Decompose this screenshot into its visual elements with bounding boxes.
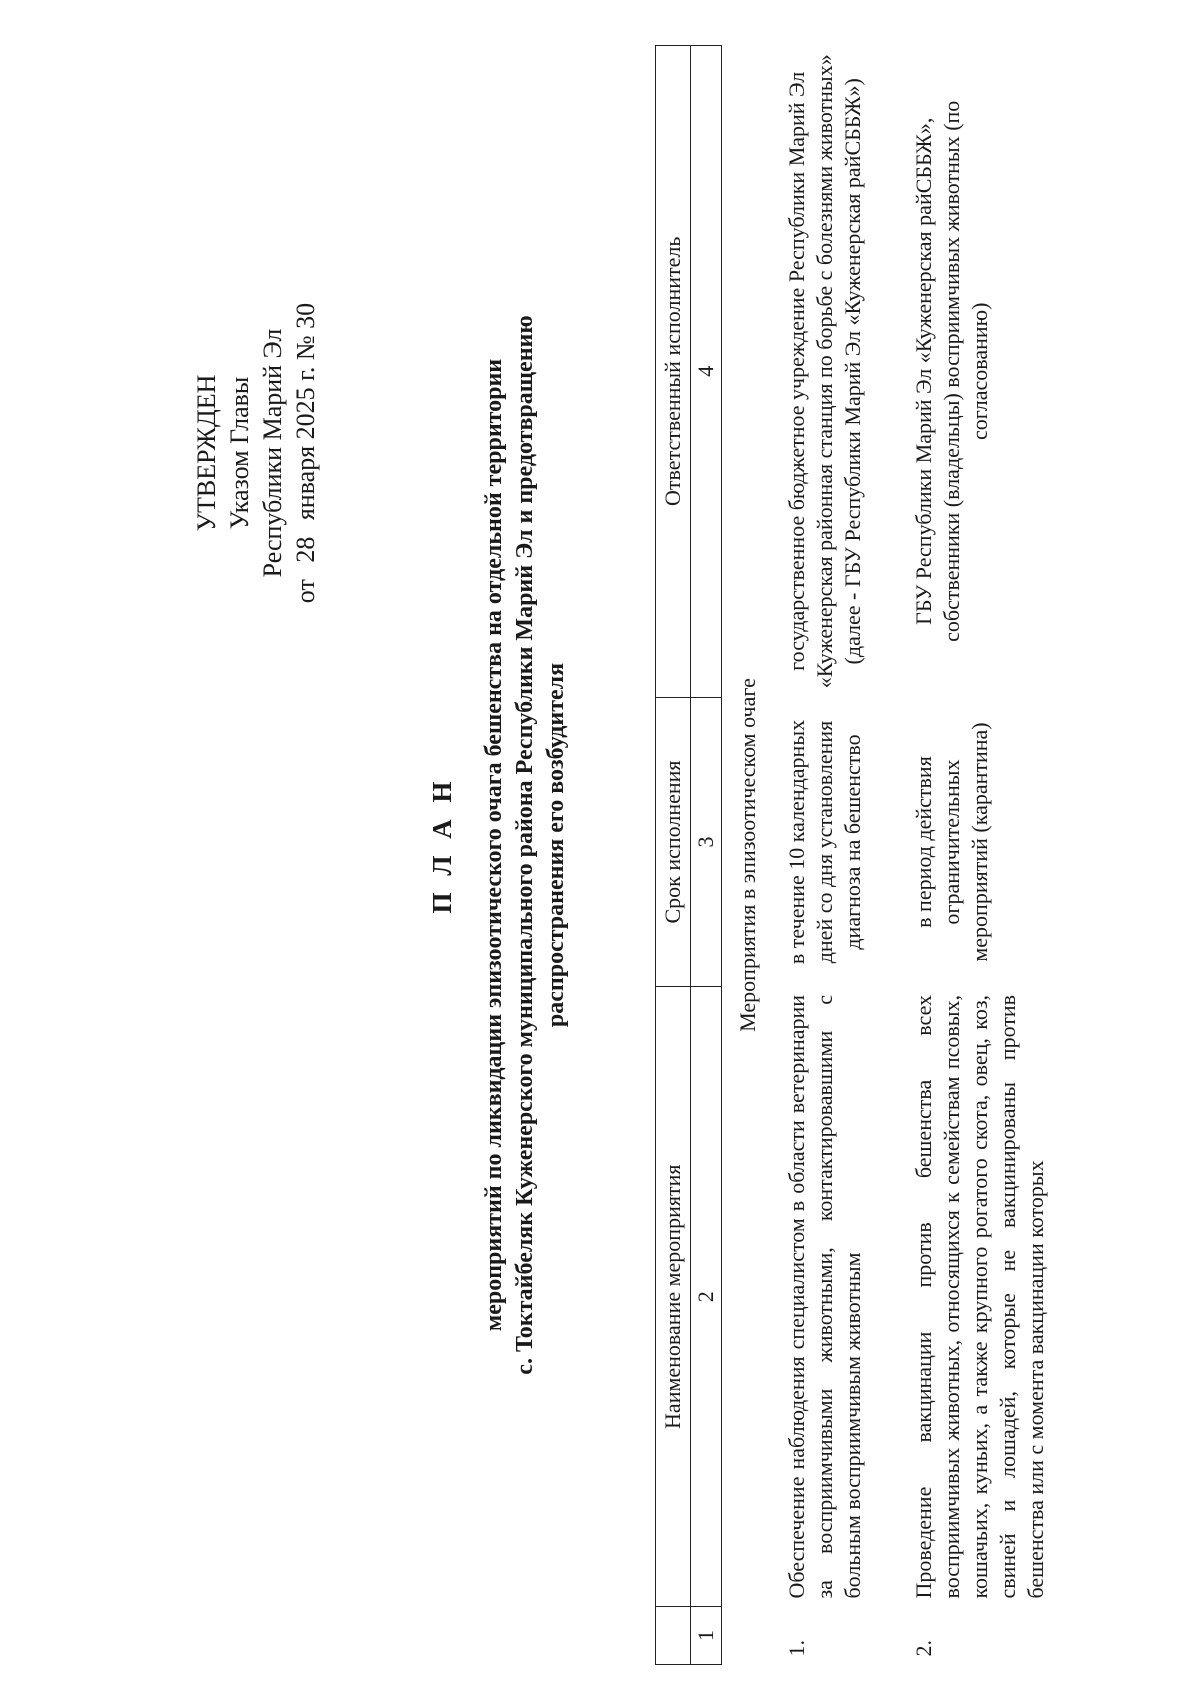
document-title: П Л А Н — [427, 776, 457, 914]
column-number: 2 — [691, 987, 722, 1607]
column-number-row — [691, 46, 722, 1665]
row-name: Обеспечение наблюдения специалистом в области ветеринарии за восприимчивыми животными, контактировавшими с больным восприимчивым животным — [784, 994, 865, 1599]
section-heading: Мероприятия в эпизоотическом очаге — [735, 678, 760, 1032]
header-number — [656, 1607, 691, 1665]
approval-prefix: от — [291, 579, 320, 604]
subtitle-line-2: с. Toктайбеляк Куженерского муниципального района Республики Марий Эл и предотвращению — [512, 315, 538, 1375]
row-executor: государственное бюджетное учреждение Республики Марий Эл «Куженерская районная станция по борьбе с болезнями животных» (далее - ГБУ Республики Марий Эл «Куженерская райСББЖ») — [784, 54, 865, 689]
table-header-row — [656, 46, 691, 1665]
approval-line-3: Республики Марий Эл — [258, 328, 287, 578]
table-row — [907, 46, 1053, 1665]
row-number: 2. — [911, 1640, 936, 1657]
approval-date-line — [289, 273, 322, 633]
table-row — [780, 46, 907, 1665]
approval-day: 28 — [291, 536, 320, 563]
section-row — [722, 46, 781, 1665]
header-executor: Ответственный исполнитель — [656, 46, 691, 698]
subtitle-line-1: мероприятий по ликвидации эпизоотического очага бешенства на отдельной территории — [481, 358, 507, 1332]
approval-line-1: УТВЕРЖДЕН — [192, 374, 221, 532]
row-number: 1. — [784, 1640, 809, 1657]
subtitle-line-3: распространения его возбудителя — [543, 662, 569, 1028]
header-term: Срок исполнения — [656, 697, 691, 987]
column-number: 4 — [691, 46, 722, 698]
document-subtitle — [479, 165, 572, 1525]
plan-table — [655, 45, 1053, 1665]
approval-stamp — [190, 273, 322, 633]
approval-date-rest: января 2025 г. № 30 — [291, 302, 320, 521]
column-number: 3 — [691, 697, 722, 987]
column-number: 1 — [691, 1607, 722, 1665]
title-block — [425, 165, 572, 1525]
row-term: в течение 10 календарных дней со дня установления диагноза на бешенство — [784, 719, 865, 965]
header-name: Наименование мероприятия — [656, 987, 691, 1607]
row-name: Проведение вакцинации против бешенства всех восприимчивых животных, относящихся к семействам псовых, кошачьих, куньих, а также крупного рогатого скота, овец, коз, свиней и лошадей, которые не вакцинированы против бешенства или с момента вакцинации которых — [911, 994, 1048, 1599]
row-term: в период действия ограничительных мероприятий (карантина) — [911, 722, 992, 962]
row-executor: ГБУ Республики Марий Эл «Куженерская райСББЖ», собственники (владельцы) восприимчивых животных (по согласованию) — [911, 100, 992, 642]
approval-line-2: Указом Главы — [225, 376, 254, 530]
